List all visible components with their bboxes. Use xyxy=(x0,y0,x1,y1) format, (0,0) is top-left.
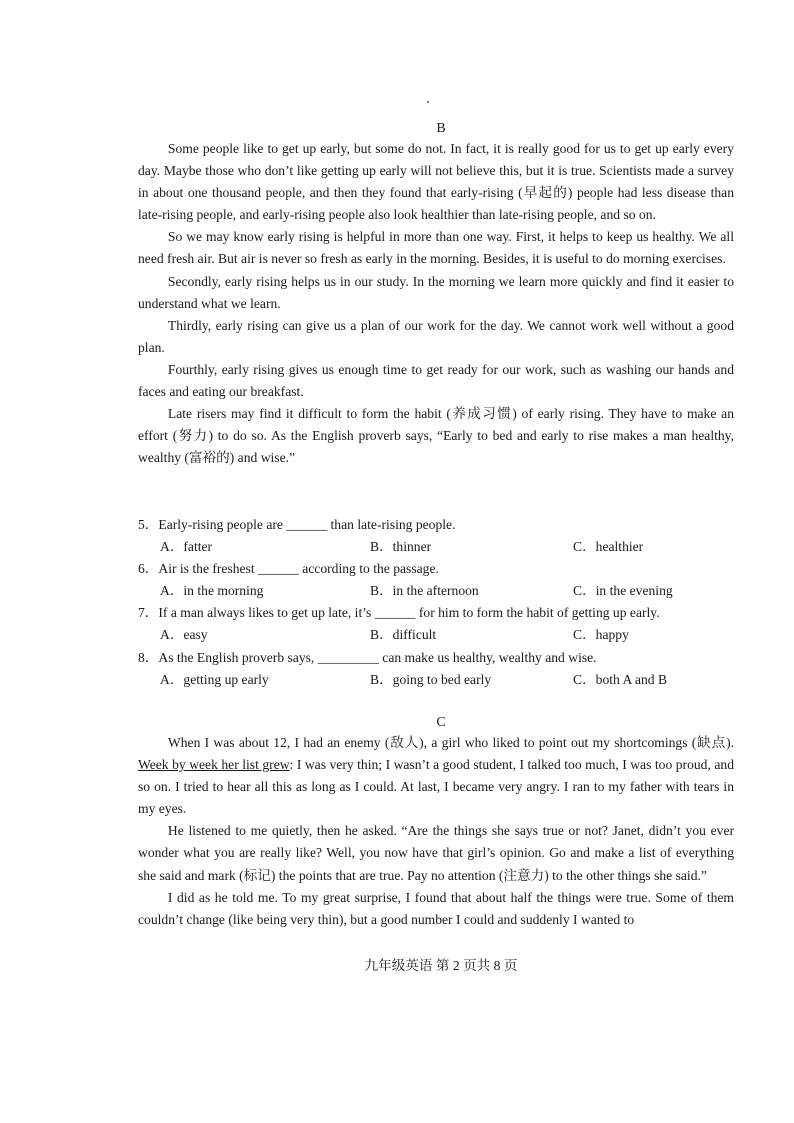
section-b-questions xyxy=(138,514,738,691)
option-a: A．fatter xyxy=(160,539,213,555)
question-8-options xyxy=(138,669,738,691)
passage-paragraph: Thirdly, early rising can give us a plan of our work for the day. We cannot work well without a good plan. xyxy=(138,317,734,355)
passage-paragraph: He listened to me quietly, then he asked. “Are the things she says true or not? Janet, didn’t you ever wonder what you are really like? Well, you now have that girl’s opinion. Go and make a list of everything she said and mark (标记) the points that are true. Pay no attention (注意力) to the other things she said.” xyxy=(138,823,734,883)
passage-paragraph: So we may know early rising is helpful in more than one way. First, it helps to keep us healthy. We all need fresh air. But air is never so fresh as early in the morning. Besides, it is useful to do morning exercises. xyxy=(138,229,734,267)
passage-paragraph: Secondly, early rising helps us in our study. In the morning we learn more quickly and find it easier to understand what we learn. xyxy=(138,273,734,311)
option-c: C．happy xyxy=(573,627,629,643)
option-b: B．in the afternoon xyxy=(370,583,479,599)
section-b-heading: B xyxy=(436,121,446,136)
option-c: C．in the evening xyxy=(573,583,673,599)
question-7: 7．If a man always likes to get up late, it’s ______ for him to form the habit of getting up early. xyxy=(138,605,660,621)
passage-paragraph: Some people like to get up early, but some do not. In fact, it is really good for us to get up early every day. Maybe those who don’t like getting up early will not believe this, but it is true. Scientists made a survey in about one thousand people, and then they found that early-rising (早起的) people had less disease than late-rising people, and early-rising people also look healthier than late-rising people, and so on. xyxy=(138,141,734,223)
option-b: B．thinner xyxy=(370,539,432,555)
option-a: A．getting up early xyxy=(160,671,269,687)
underlined-phrase: Week by week her list grew xyxy=(138,757,290,773)
question-7-options xyxy=(138,624,738,646)
question-6: 6．Air is the freshest ______ according to the passage. xyxy=(138,561,439,577)
option-a: A．easy xyxy=(160,627,208,643)
option-b: B．going to bed early xyxy=(370,671,492,687)
question-5-options xyxy=(138,536,738,558)
section-c-passage xyxy=(138,732,734,931)
option-c: C．healthier xyxy=(573,539,644,555)
option-c: C．both A and B xyxy=(573,671,668,687)
page-footer: 九年级英语 第 2 页共 8 页 xyxy=(364,958,518,973)
option-a: A．in the morning xyxy=(160,583,264,599)
passage-paragraph: Fourthly, early rising gives us enough time to get ready for our work, such as washing our hands and faces and eating our breakfast. xyxy=(138,361,734,400)
option-b: B．difficult xyxy=(370,627,437,643)
section-b-passage xyxy=(138,138,734,469)
section-c-heading: C xyxy=(436,715,446,730)
question-6-options xyxy=(138,580,738,602)
passage-paragraph xyxy=(138,732,734,820)
scan-dot xyxy=(427,101,429,103)
paragraph-text: : I was very thin; I wasn’t a good student, I talked too much, I was too proud, and so on. I tried to hear all this as long as I could. At last, I became very angry. I ran to my father with tears in my eyes. xyxy=(138,757,734,817)
passage-paragraph: Late risers may find it difficult to form the habit (养成习惯) of early rising. They have to make an effort (努力) to do so. As the English proverb says, “Early to bed and early to rise makes a man healthy, wealthy (富裕的) and wise.” xyxy=(138,406,734,466)
question-5: 5．Early-rising people are ______ than late-rising people. xyxy=(138,517,456,532)
paragraph-text: When I was about 12, I had an enemy (敌人), a girl who liked to point out my shortcomings (缺点). xyxy=(167,735,734,750)
question-8: 8．As the English proverb says, _________ can make us healthy, wealthy and wise. xyxy=(138,649,597,665)
passage-paragraph: I did as he told me. To my great surprise, I found that about half the things were true. Some of them couldn’t change (like being very thin), but a good number I could and suddenly I wanted to xyxy=(138,889,734,927)
